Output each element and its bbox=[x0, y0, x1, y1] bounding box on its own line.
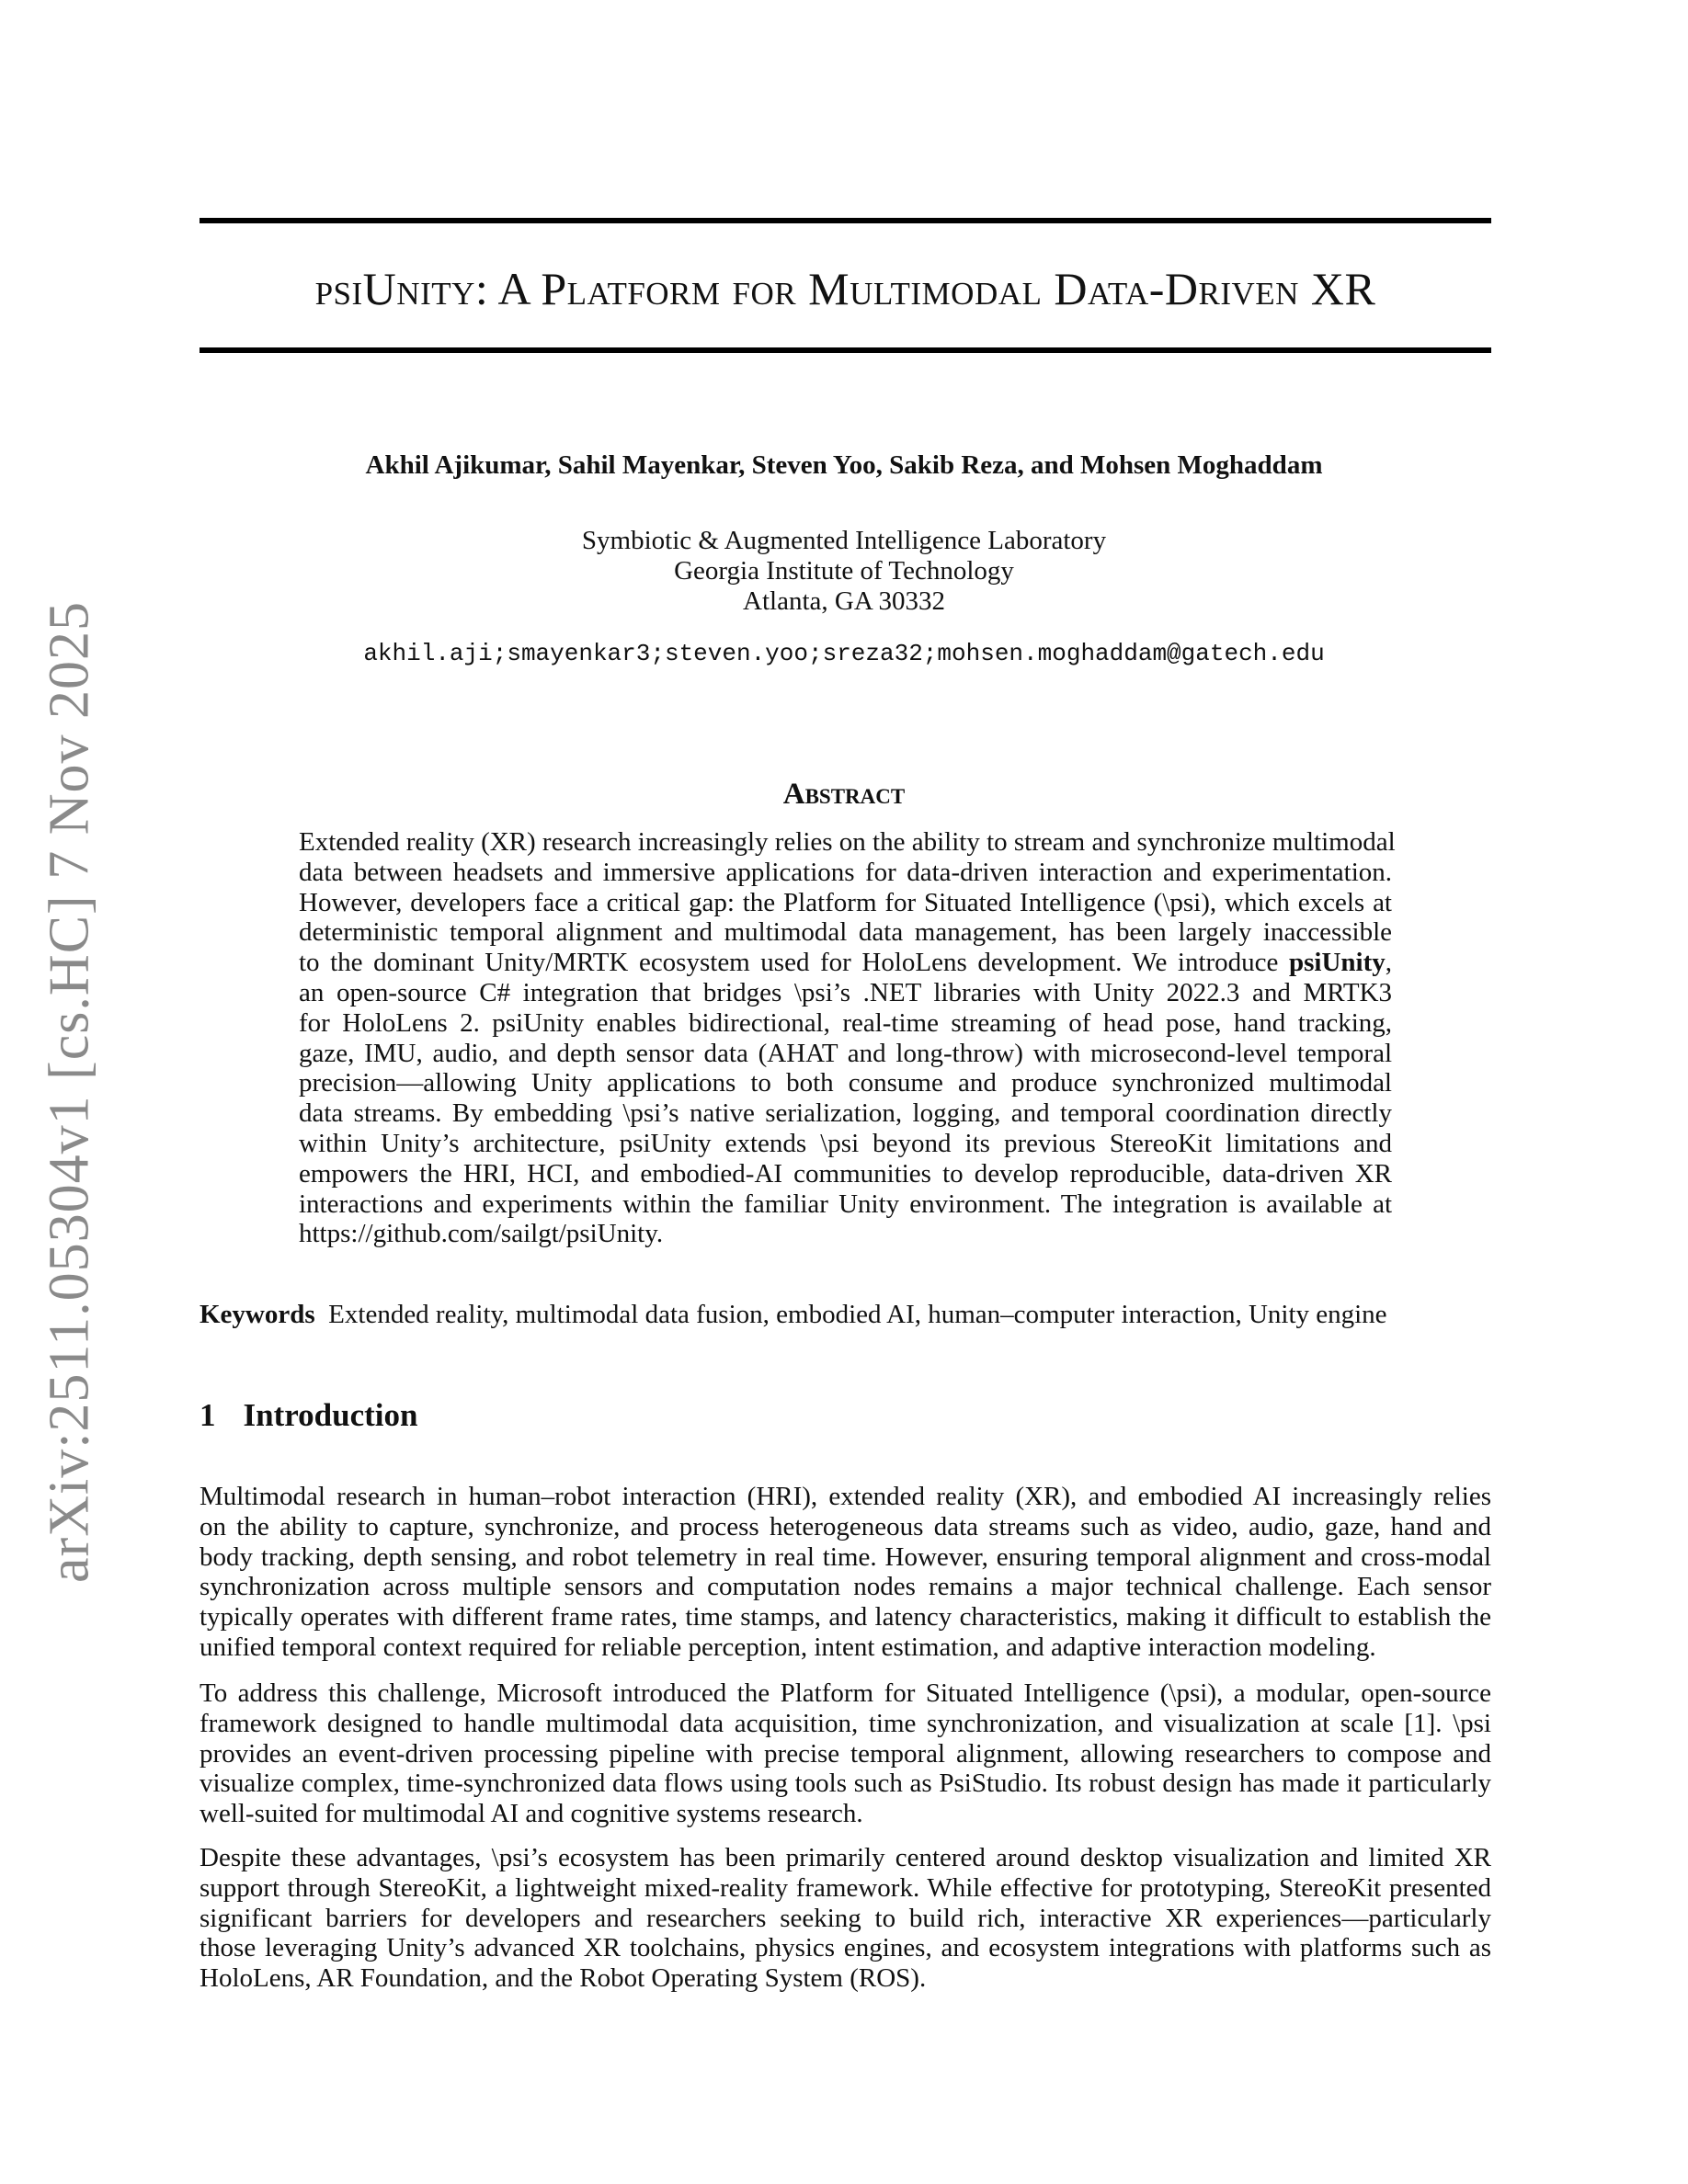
abstract-line-suffix: , bbox=[1385, 948, 1392, 978]
intro-paragraph-2 bbox=[200, 1678, 1491, 1829]
abstract-line: within Unity’s architecture, psiUnity extends \psi beyond its previous StereoKit limitations and bbox=[299, 1128, 1392, 1158]
abstract-line-text: to the dominant Unity/MRTK ecosystem used for HoloLens development. We introduce bbox=[299, 948, 1289, 978]
keywords bbox=[200, 1300, 1387, 1330]
abstract-line bbox=[299, 948, 1392, 978]
abstract-line: gaze, IMU, audio, and depth sensor data (AHAT and long-throw) with microsecond-level temporal bbox=[299, 1038, 1392, 1068]
affiliation-address: Atlanta, GA 30332 bbox=[743, 586, 945, 616]
abstract-line: deterministic temporal alignment and multimodal data management, has been largely inaccessible bbox=[299, 917, 1392, 948]
abstract-line: data between headsets and immersive applications for data-driven interaction and experimentation. bbox=[299, 857, 1392, 887]
paragraph-line: those leveraging Unity’s advanced XR toolchains, physics engines, and ecosystem integrations with platforms such as bbox=[200, 1933, 1491, 1963]
paragraph-line: synchronization across multiple sensors and computation nodes remains a major technical challenge. Each sensor bbox=[200, 1572, 1491, 1602]
affiliation-institute: Georgia Institute of Technology bbox=[674, 556, 1014, 586]
abstract-line: precision—allowing Unity applications to both consume and produce synchronized multimodal bbox=[299, 1068, 1392, 1098]
paragraph-line: significant barriers for developers and researchers seeking to build rich, interactive XR experiences—particularly bbox=[200, 1903, 1491, 1933]
paragraph-line: Multimodal research in human–robot interaction (HRI), extended reality (XR), and embodied AI increasingly relies bbox=[200, 1482, 1491, 1511]
paragraph-line: HoloLens, AR Foundation, and the Robot Operating System (ROS). bbox=[200, 1963, 927, 1994]
abstract-line: interactions and experiments within the familiar Unity environment. The integration is available at bbox=[299, 1189, 1392, 1219]
paragraph-line: support through StereoKit, a lightweight mixed-reality framework. While effective for prototyping, StereoKit presented bbox=[200, 1872, 1491, 1903]
keywords-label: Keywords bbox=[200, 1300, 315, 1329]
paragraph-line: To address this challenge, Microsoft introduced the Platform for Situated Intelligence (\psi), a modular, open-source bbox=[200, 1678, 1491, 1708]
arxiv-side-label: arXiv:2511.05304v1 [cs.HC] 7 Nov 2025 bbox=[38, 601, 101, 1583]
paragraph-line: framework designed to handle multimodal data acquisition, time synchronization, and visualization at scale [1]. \psi bbox=[200, 1708, 1491, 1738]
abstract-line: However, developers face a critical gap: the Platform for Situated Intelligence (\psi), which excels at bbox=[299, 887, 1392, 917]
psiunity-bold-term: psiUnity bbox=[1288, 948, 1386, 978]
abstract-line: Extended reality (XR) research increasingly relies on the ability to stream and synchronize multimodal bbox=[299, 827, 1396, 857]
intro-paragraph-1 bbox=[200, 1482, 1491, 1663]
paragraph-line: body tracking, depth sensing, and robot telemetry in real time. However, ensuring temporal alignment and cross-modal bbox=[200, 1541, 1491, 1572]
section-title: Introduction bbox=[243, 1397, 418, 1433]
paragraph-line: on the ability to capture, synchronize, and process heterogeneous data streams such as video, audio, gaze, hand and bbox=[200, 1511, 1491, 1541]
abstract-line: for HoloLens 2. psiUnity enables bidirectional, real-time streaming of head pose, hand tracking, bbox=[299, 1007, 1392, 1038]
affiliation-lab: Symbiotic & Augmented Intelligence Laboratory bbox=[581, 526, 1107, 555]
paragraph-line: well-suited for multimodal AI and cognitive systems research. bbox=[200, 1799, 863, 1829]
title-bottom-rule bbox=[200, 347, 1491, 353]
abstract-line: an open-source C# integration that bridges \psi’s .NET libraries with Unity 2022.3 and MRTK3 bbox=[299, 977, 1392, 1007]
paragraph-line: unified temporal context required for reliable perception, intent estimation, and adaptive interaction modeling. bbox=[200, 1632, 1376, 1662]
paragraph-line: provides an event-driven processing pipeline with precise temporal alignment, allowing researchers to compose and bbox=[200, 1738, 1491, 1769]
abstract-line: empowers the HRI, HCI, and embodied-AI communities to develop reproducible, data-driven XR bbox=[299, 1158, 1392, 1189]
keywords-text: Extended reality, multimodal data fusion, embodied AI, human–computer interaction, Unity engine bbox=[328, 1300, 1387, 1329]
paragraph-line: visualize complex, time-synchronized data flows using tools such as PsiStudio. Its robust design has made it particularly bbox=[200, 1769, 1491, 1799]
title-top-rule bbox=[200, 218, 1491, 223]
authors: Akhil Ajikumar, Sahil Mayenkar, Steven Yoo, Sakib Reza, and Mohsen Moghaddam bbox=[365, 450, 1323, 480]
intro-paragraph-3 bbox=[200, 1843, 1491, 1994]
paragraph-line: Despite these advantages, \psi’s ecosystem has been primarily centered around desktop visualization and limited XR bbox=[200, 1843, 1491, 1872]
abstract-body bbox=[299, 827, 1396, 1249]
section-number: 1 bbox=[200, 1397, 216, 1433]
paragraph-line: typically operates with different frame rates, time stamps, and latency characteristics, making it difficult to establish the bbox=[200, 1602, 1491, 1632]
abstract-heading: Abstract bbox=[782, 778, 906, 811]
abstract-line: data streams. By embedding \psi’s native serialization, logging, and temporal coordination directly bbox=[299, 1098, 1392, 1129]
abstract-line: https://github.com/sailgt/psiUnity. bbox=[299, 1219, 664, 1249]
paper-title: psiUnity: A Platform for Multimodal Data-Driven XR bbox=[314, 263, 1376, 314]
section-heading bbox=[200, 1397, 417, 1434]
author-emails: akhil.aji;smayenkar3;steven.yoo;sreza32;mohsen.moghaddam@gatech.edu bbox=[363, 640, 1325, 667]
affiliation bbox=[0, 526, 1688, 617]
